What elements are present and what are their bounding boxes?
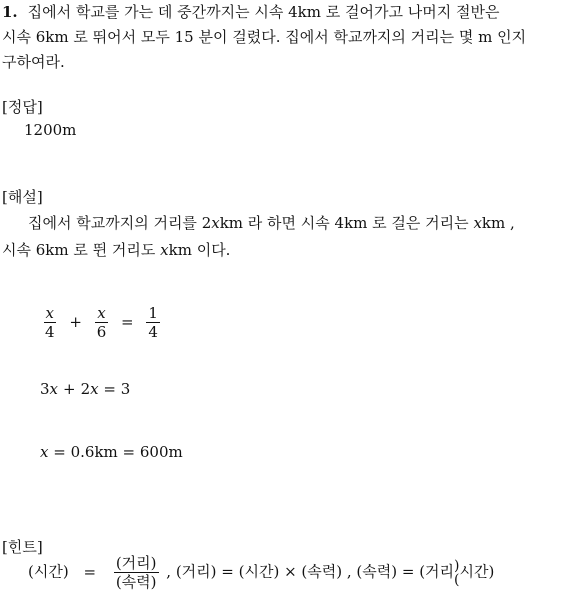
solution-header: [해설] — [2, 188, 43, 206]
problem-number: 1. — [2, 3, 18, 21]
hint-header: [힌트] — [2, 538, 43, 556]
fraction-1-over-4: $\frac{1}{4}$ — [148, 304, 158, 341]
problem-line-1: 1. 집에서 학교를 가는 데 중간까지는 시속 4km 로 걸어가고 나머지 절반은 — [2, 3, 500, 21]
equation-2: 3x + 2x = 3 — [40, 380, 131, 398]
problem-text — [2, 0, 526, 75]
broken-fraction-glyph: ) ( — [454, 557, 460, 588]
equation-3: x = 0.6km = 600m — [40, 443, 183, 461]
solution-line-2: 시속 6km 로 뛴 거리도 xkm 이다. — [2, 241, 231, 259]
answer-value: 1200m — [24, 121, 77, 139]
hint-formula: (시간) = $\frac{\text{(거리)}}{\text{(속력)}}$ , (거리) = (시간) × (속력) , (속력) = (거리) (시간) — [28, 554, 495, 591]
solution-line-1: 집에서 학교까지의 거리를 2xkm 라 하면 시속 4km 로 걸은 거리는 xkm , — [28, 214, 515, 232]
equation-1: $\frac{x}{4}$ + $\frac{x}{6}$ = $\frac{1}{4}$ — [45, 304, 158, 341]
problem-line-3: 구하여라. — [2, 53, 65, 71]
fraction-x-over-6: $\frac{x}{6}$ — [96, 304, 107, 341]
answer-header: [정답] — [2, 98, 43, 116]
fraction-x-over-4: $\frac{x}{4}$ — [45, 304, 55, 341]
fraction-distance-over-speed: $\frac{\text{(거리)}}{\text{(속력)}}$ — [115, 554, 157, 591]
problem-line-2: 시속 6km 로 뛰어서 모두 15 분이 걸렸다. 집에서 학교까지의 거리는 몇 m 인지 — [2, 28, 527, 46]
